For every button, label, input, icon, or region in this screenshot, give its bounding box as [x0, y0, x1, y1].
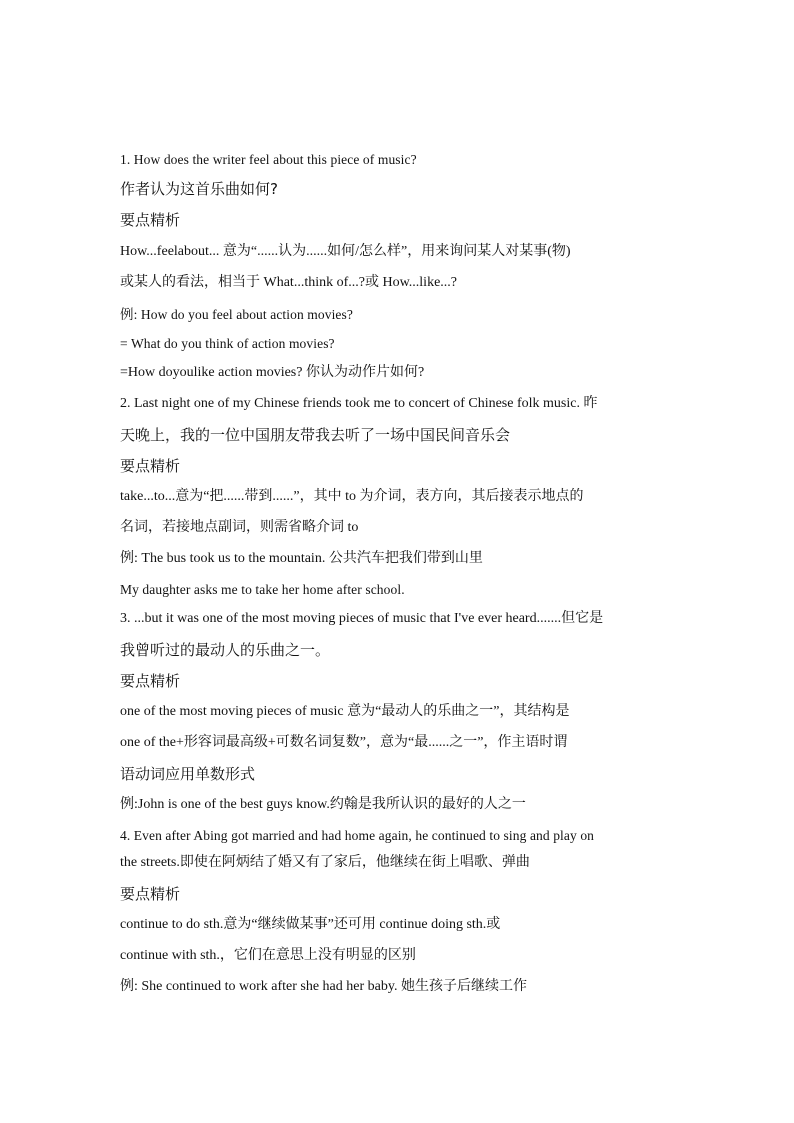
example-line: 例: How do you feel about action movies?	[120, 307, 353, 322]
explanation-line: continue to do sth.意为“继续做某事”还可用 continue doing sth.或	[120, 917, 501, 932]
example-line: 例: The bus took us to the mountain. 公共汽车把我们带到山里	[120, 551, 483, 566]
explanation-line: continue with sth.，它们在意思上没有明显的区别	[120, 948, 416, 963]
section-heading: 要点精析	[120, 885, 181, 903]
section-heading: 要点精析	[120, 457, 181, 475]
question-4: 4. Even after Abing got married and had home again, he continued to sing and play on	[120, 828, 595, 843]
question-2-translation: 天晚上，我的一位中国朋友带我去听了一场中国民间音乐会	[120, 426, 511, 444]
example-line: My daughter asks me to take her home after school.	[120, 582, 405, 597]
question-1: 1. How does the writer feel about this piece of music?	[120, 152, 417, 167]
section-heading: 要点精析	[120, 211, 181, 229]
explanation-line: How...feelabout... 意为“......认为......如何/怎么样”，用来询问某人对某事(物)	[120, 244, 571, 259]
explanation-line: 语动词应用单数形式	[120, 765, 256, 783]
explanation-line: 或某人的看法，相当于 What...think of...?或 How...like...?	[120, 275, 457, 290]
question-3-translation: 我曾听过的最动人的乐曲之一。	[120, 641, 331, 659]
example-line: 例: She continued to work after she had her baby. 她生孩子后继续工作	[120, 979, 527, 994]
explanation-line: take...to...意为“把......带到......”，其中 to 为介词，表方向，其后接表示地点的	[120, 489, 584, 504]
question-2: 2. Last night one of my Chinese friends took me to concert of Chinese folk music. 昨	[120, 396, 598, 411]
explanation-line: one of the+形容词最高级+可数名词复数”，意为“最......之一”，作主语时谓	[120, 735, 568, 750]
section-heading: 要点精析	[120, 672, 181, 690]
question-1-translation: 作者认为这首乐曲如何?	[120, 180, 278, 198]
question-4-translation: the streets.即使在阿炳结了婚又有了家后，他继续在街上唱歌、弹曲	[120, 855, 530, 870]
question-3: 3. ...but it was one of the most moving pieces of music that I've ever heard.......但它是	[120, 611, 604, 626]
explanation-line: 名词，若接地点副词，则需省略介词 to	[120, 520, 359, 535]
example-line: = What do you think of action movies?	[120, 336, 335, 351]
explanation-line: one of the most moving pieces of music 意为“最动人的乐曲之一”，其结构是	[120, 704, 570, 719]
example-line: =How doyoulike action movies? 你认为动作片如何?	[120, 365, 425, 380]
example-line: 例:John is one of the best guys know.约翰是我所认识的最好的人之一	[120, 797, 526, 812]
